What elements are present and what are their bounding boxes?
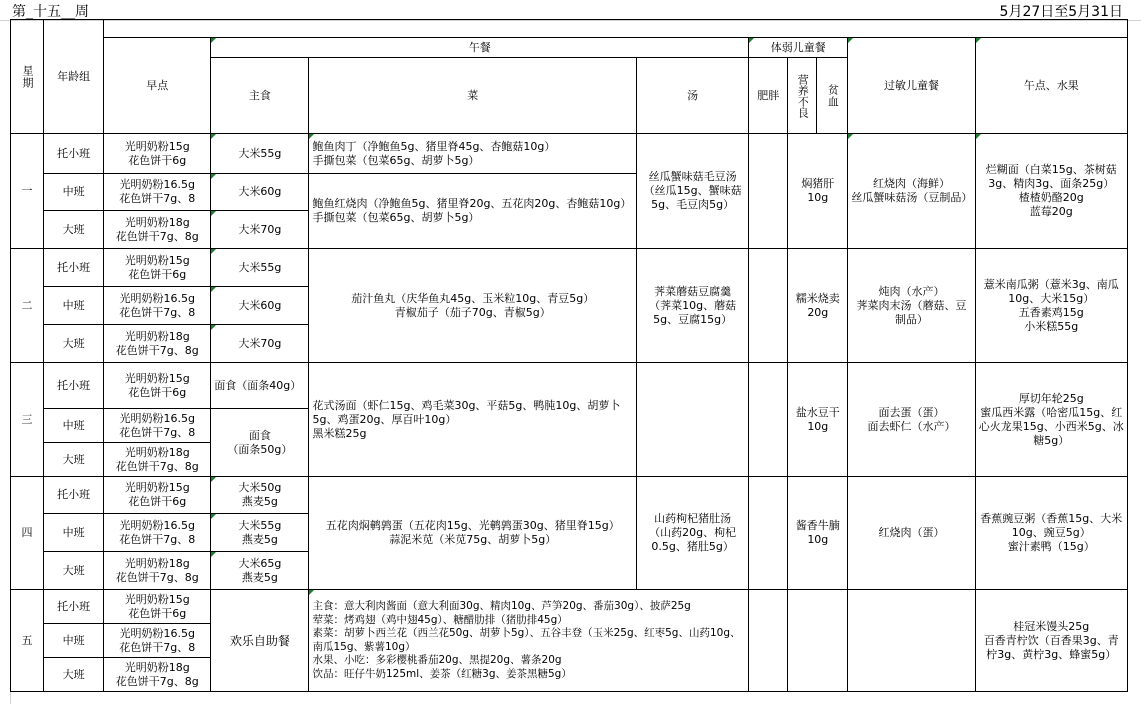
staple-cell: 大米60g — [211, 287, 309, 325]
breakfast-cell: 光明奶粉15g 花色饼干6g — [104, 249, 211, 287]
breakfast-cell: 光明奶粉15g 花色饼干6g — [104, 134, 211, 174]
menu-table — [10, 19, 1128, 692]
staple-cell: 大米65g 燕麦5g — [211, 552, 309, 590]
obese-cell — [749, 590, 788, 692]
anemia-cell — [788, 590, 848, 692]
dish-cell: 花式汤面（虾仁15g、鸡毛菜30g、平菇5g、鸭肫10g、胡萝卜5g、鸡蛋20g、厚百叶10g） 黑米糕25g — [309, 363, 637, 477]
weekday-cell: 五 — [11, 590, 44, 692]
group-cell: 中班 — [44, 514, 104, 552]
week-label: 第_十五__周 — [12, 4, 89, 20]
obese-cell — [749, 363, 788, 477]
dish-cell: 茄汁鱼丸（庆华鱼丸45g、玉米粒10g、青豆5g） 青椒茄子（茄子70g、青椒5g） — [309, 249, 637, 363]
dish-cell: 鲍鱼肉丁（净鲍鱼5g、猪里脊45g、杏鲍菇10g） 手撕包菜（包菜65g、胡萝卜5g） — [309, 134, 637, 174]
malnutrition-header: 营养不良 — [788, 58, 817, 134]
group-cell: 托小班 — [44, 590, 104, 624]
staple-cell: 大米55g — [211, 249, 309, 287]
breakfast-cell: 光明奶粉18g 花色饼干7g、8g — [104, 211, 211, 249]
allergy-cell: 红烧肉（海鲜） 丝瓜蟹味菇汤（豆制品） — [848, 134, 975, 249]
anemia-cell: 酱香牛腩 10g — [788, 477, 848, 590]
breakfast-header: 早点 — [104, 38, 211, 134]
staple-header: 主食 — [211, 58, 309, 134]
allergy-header: 过敏儿童餐 — [848, 38, 975, 134]
staple-cell: 面食 （面条50g） — [211, 409, 309, 477]
weekday-cell: 二 — [11, 249, 44, 363]
snack-cell: 厚切年轮25g 蜜瓜西米露（哈密瓜15g、红心火龙果15g、小西米5g、冰糖5g） — [975, 363, 1127, 477]
anemia-cell: 糯米烧卖 20g — [788, 249, 848, 363]
lunch-header: 午餐 — [211, 38, 749, 58]
weekday-header: 星期 — [11, 20, 44, 134]
soup-cell: 山药枸杞猪肚汤 （山药20g、枸杞0.5g、猪肚5g） — [637, 477, 749, 590]
title-row — [0, 0, 1141, 21]
staple-cell: 大米70g — [211, 325, 309, 363]
header-spacer — [104, 20, 1128, 38]
breakfast-cell: 光明奶粉16.5g 花色饼干7g、8 — [104, 624, 211, 658]
dish-cell: 鲍鱼红烧肉（净鲍鱼5g、猪里脊20g、五花肉20g、杏鲍菇10g） 手撕包菜（包菜65g、胡萝卜5g） — [309, 174, 637, 249]
staple-cell: 欢乐自助餐 — [211, 590, 309, 692]
soup-cell: 荠菜蘑菇豆腐羹 （荠菜10g、蘑菇5g、豆腐15g） — [637, 249, 749, 363]
soup-header: 汤 — [637, 58, 749, 134]
breakfast-cell: 光明奶粉18g 花色饼干7g、8g — [104, 443, 211, 477]
soup-cell — [637, 363, 749, 477]
obese-cell — [749, 477, 788, 590]
group-cell: 中班 — [44, 287, 104, 325]
dish-header: 菜 — [309, 58, 637, 134]
snack-cell: 薏米南瓜粥（薏米3g、南瓜10g、大米15g） 五香素鸡15g 小米糕55g — [975, 249, 1127, 363]
dish-cell: 五花肉焖鹌鹑蛋（五花肉15g、光鹌鹑蛋30g、猪里脊15g） 蒜泥米苋（米苋75g、胡萝卜5g） — [309, 477, 637, 590]
weekday-cell: 四 — [11, 477, 44, 590]
breakfast-cell: 光明奶粉15g 花色饼干6g — [104, 590, 211, 624]
group-cell: 大班 — [44, 658, 104, 692]
breakfast-cell: 光明奶粉16.5g 花色饼干7g、8 — [104, 409, 211, 443]
obese-cell — [749, 249, 788, 363]
obese-cell — [749, 134, 788, 249]
breakfast-cell: 光明奶粉18g 花色饼干7g、8g — [104, 325, 211, 363]
breakfast-cell: 光明奶粉18g 花色饼干7g、8g — [104, 658, 211, 692]
obese-header: 肥胖 — [749, 58, 788, 134]
allergy-cell — [848, 590, 975, 692]
allergy-cell: 红烧肉（蛋） — [848, 477, 975, 590]
group-cell: 中班 — [44, 174, 104, 211]
group-cell: 托小班 — [44, 249, 104, 287]
allergy-cell: 面去蛋（蛋） 面去虾仁（水产） — [848, 363, 975, 477]
snack-cell: 香蕉豌豆粥（香蕉15g、大米10g、豌豆5g） 蜜汁素鸭（15g） — [975, 477, 1127, 590]
group-cell: 托小班 — [44, 477, 104, 514]
staple-cell: 大米50g 燕麦5g — [211, 477, 309, 514]
breakfast-cell: 光明奶粉16.5g 花色饼干7g、8 — [104, 514, 211, 552]
group-cell: 大班 — [44, 552, 104, 590]
staple-cell: 大米70g — [211, 211, 309, 249]
allergy-cell: 炖肉（水产） 荠菜肉末汤（蘑菇、豆制品） — [848, 249, 975, 363]
breakfast-cell: 光明奶粉15g 花色饼干6g — [104, 363, 211, 409]
staple-cell: 大米55g — [211, 134, 309, 174]
dish-cell: 主食：意大利肉酱面（意大利面30g、精肉10g、芦笋20g、番茄30g）、披萨25g 荤菜：烤鸡翅（鸡中翅45g）、糖醋肋排（猪肋排45g） 素菜：胡萝卜西兰花（西兰花50g、胡萝卜5g）、五谷丰登（玉米25g、红枣5g、山药10g、南瓜15g、紫薯10g） 水果、小吃：多彩樱桃番茄20g、黑提20g、薯条20g 饮品：旺仔牛奶125ml、姜茶（红糖3g、姜茶黑糖5g） — [309, 590, 749, 692]
staple-cell: 大米55g 燕麦5g — [211, 514, 309, 552]
snack-cell: 桂冠米馒头25g 百香青柠饮（百香果3g、青柠3g、黄柠3g、蜂蜜5g） — [975, 590, 1127, 692]
anemia-cell: 盐水豆干 10g — [788, 363, 848, 477]
anemia-header: 贫血 — [817, 58, 848, 134]
weak-child-header: 体弱儿童餐 — [749, 38, 848, 58]
age-group-header: 年龄组 — [44, 20, 104, 134]
group-cell: 中班 — [44, 624, 104, 658]
group-cell: 托小班 — [44, 363, 104, 409]
group-cell: 大班 — [44, 211, 104, 249]
staple-cell: 大米60g — [211, 174, 309, 211]
breakfast-cell: 光明奶粉18g 花色饼干7g、8g — [104, 552, 211, 590]
snack-cell: 烂糊面（白菜15g、茶树菇3g、精肉3g、面条25g） 楂楂奶酪20g 蓝莓20g — [975, 134, 1127, 249]
breakfast-cell: 光明奶粉15g 花色饼干6g — [104, 477, 211, 514]
breakfast-cell: 光明奶粉16.5g 花色饼干7g、8 — [104, 287, 211, 325]
group-cell: 大班 — [44, 443, 104, 477]
anemia-cell: 焖猪肝 10g — [788, 134, 848, 249]
group-cell: 中班 — [44, 409, 104, 443]
group-cell: 大班 — [44, 325, 104, 363]
snack-header: 午点、水果 — [975, 38, 1127, 134]
date-range: 5月27日至5月31日 — [999, 4, 1123, 20]
breakfast-cell: 光明奶粉16.5g 花色饼干7g、8 — [104, 174, 211, 211]
weekday-cell: 一 — [11, 134, 44, 249]
soup-cell: 丝瓜蟹味菇毛豆汤 （丝瓜15g、蟹味菇5g、毛豆肉5g） — [637, 134, 749, 249]
weekday-cell: 三 — [11, 363, 44, 477]
staple-cell: 面食（面条40g） — [211, 363, 309, 409]
group-cell: 托小班 — [44, 134, 104, 174]
